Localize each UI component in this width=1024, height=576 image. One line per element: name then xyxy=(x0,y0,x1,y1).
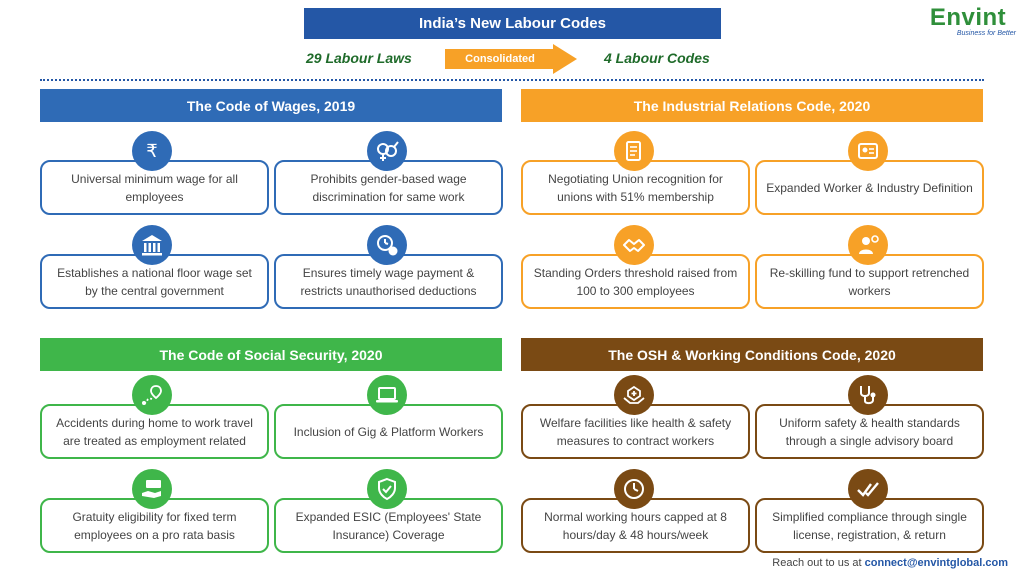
clock-payment-icon xyxy=(367,225,407,265)
footer-prefix: Reach out to us at xyxy=(772,557,862,569)
laws-count-label: 29 Labour Laws xyxy=(306,50,412,66)
clock-icon xyxy=(614,469,654,509)
section-head-wages: The Code of Wages, 2019 xyxy=(40,89,502,122)
card-industrial-1: Negotiating Union recognition for unions with 51% membership xyxy=(521,160,750,215)
footer-email[interactable]: connect@envintglobal.com xyxy=(864,557,1008,569)
government-building-icon xyxy=(132,225,172,265)
card-osh-3: Normal working hours capped at 8 hours/day & 48 hours/week xyxy=(521,498,750,553)
dotted-divider xyxy=(40,79,984,81)
card-industrial-2: Expanded Worker & Industry Definition xyxy=(755,160,984,215)
document-icon xyxy=(614,131,654,171)
card-social-1: Accidents during home to work travel are treated as employment related xyxy=(40,404,269,459)
svg-text:₹: ₹ xyxy=(146,141,158,162)
route-pin-icon xyxy=(132,375,172,415)
gender-icon xyxy=(367,131,407,171)
section-head-social: The Code of Social Security, 2020 xyxy=(40,338,502,371)
section-head-industrial: The Industrial Relations Code, 2020 xyxy=(521,89,983,122)
double-check-icon xyxy=(848,469,888,509)
card-wages-3: Establishes a national floor wage set by the central government xyxy=(40,254,269,309)
card-osh-1: Welfare facilities like health & safety measures to contract workers xyxy=(521,404,750,459)
logo-tagline: Business for Better xyxy=(956,30,1016,37)
contact-footer xyxy=(772,557,1008,569)
card-osh-2: Uniform safety & health standards through a single advisory board xyxy=(755,404,984,459)
card-social-4: Expanded ESIC (Employees' State Insurance) Coverage xyxy=(274,498,503,553)
care-hands-icon xyxy=(614,375,654,415)
worker-gear-icon xyxy=(848,225,888,265)
envint-logo xyxy=(920,4,1016,44)
section-head-osh: The OSH & Working Conditions Code, 2020 xyxy=(521,338,983,371)
consolidated-arrow xyxy=(445,44,577,74)
rupee-icon xyxy=(132,131,172,171)
card-wages-1: Universal minimum wage for all employees xyxy=(40,160,269,215)
card-osh-4: Simplified compliance through single license, registration, & return xyxy=(755,498,984,553)
card-social-3: Gratuity eligibility for fixed term employees on a pro rata basis xyxy=(40,498,269,553)
arrow-label: Consolidated xyxy=(465,53,535,65)
card-industrial-3: Standing Orders threshold raised from 100 to 300 employees xyxy=(521,254,750,309)
cash-hand-icon xyxy=(132,469,172,509)
page-title: India’s New Labour Codes xyxy=(304,8,721,39)
card-social-2: Inclusion of Gig & Platform Workers xyxy=(274,404,503,459)
laptop-icon xyxy=(367,375,407,415)
card-wages-2: Prohibits gender-based wage discrimination for same work xyxy=(274,160,503,215)
stethoscope-icon xyxy=(848,375,888,415)
handshake-icon xyxy=(614,225,654,265)
codes-count-label: 4 Labour Codes xyxy=(604,50,710,66)
shield-check-icon xyxy=(367,469,407,509)
id-card-icon xyxy=(848,131,888,171)
card-industrial-4: Re-skilling fund to support retrenched workers xyxy=(755,254,984,309)
logo-word: Envint xyxy=(929,4,1007,31)
card-wages-4: Ensures timely wage payment & restricts unauthorised deductions xyxy=(274,254,503,309)
